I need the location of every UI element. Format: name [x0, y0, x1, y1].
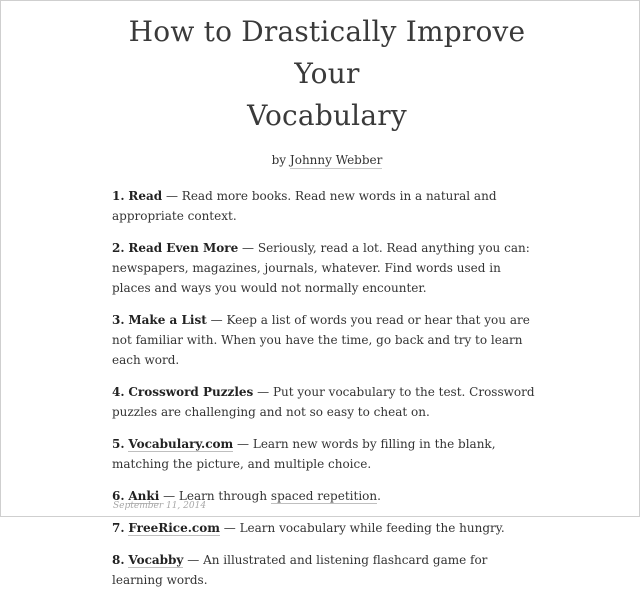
author-link[interactable]: Johnny Webber — [289, 153, 383, 167]
freerice-link[interactable]: FreeRice.com — [128, 521, 220, 535]
article-title: How to Drastically Improve Your Vocabulary — [128, 15, 526, 132]
anki-link[interactable]: Anki — [128, 489, 160, 503]
vocabby-link[interactable]: Vocabby — [128, 553, 184, 567]
list-item-read: 1. Read — Read more books. Read new words in a natural and appropriate context. — [112, 189, 497, 223]
vocabulary-com-link[interactable]: Vocabulary.com — [128, 437, 234, 451]
list-item-vocabulary-com: 5. Vocabulary.com — Learn new words by filling in the blank, matching the picture, and multiple choice. — [112, 437, 496, 471]
list-item-crossword-puzzles: 4. Crossword Puzzles — Put your vocabulary to the test. Crossword puzzles are challenging and not so easy to cheat on. — [112, 385, 535, 419]
list-item-vocabby: 8. Vocabby — An illustrated and listening flashcard game for learning words. — [112, 553, 488, 587]
spaced-repetition-link[interactable]: spaced repetition — [270, 489, 378, 503]
list-item-make-a-list: 3. Make a List — Keep a list of words you read or hear that you are not familiar with. When you have the time, go back and try to learn each word. — [112, 313, 530, 367]
list-item-read-even-more: 2. Read Even More — Seriously, read a lot. Read anything you can: newspapers, magazines, journals, whatever. Find words used in places and ways you would not normally encounter. — [112, 241, 530, 295]
list-item-freerice: 7. FreeRice.com — Learn vocabulary while feeding the hungry. — [112, 521, 505, 535]
byline: by Johnny Webber — [271, 153, 383, 167]
list-item-anki: 6. Anki — Learn through spaced repetition. — [112, 489, 381, 503]
post-date: September 11, 2014 — [113, 501, 207, 511]
